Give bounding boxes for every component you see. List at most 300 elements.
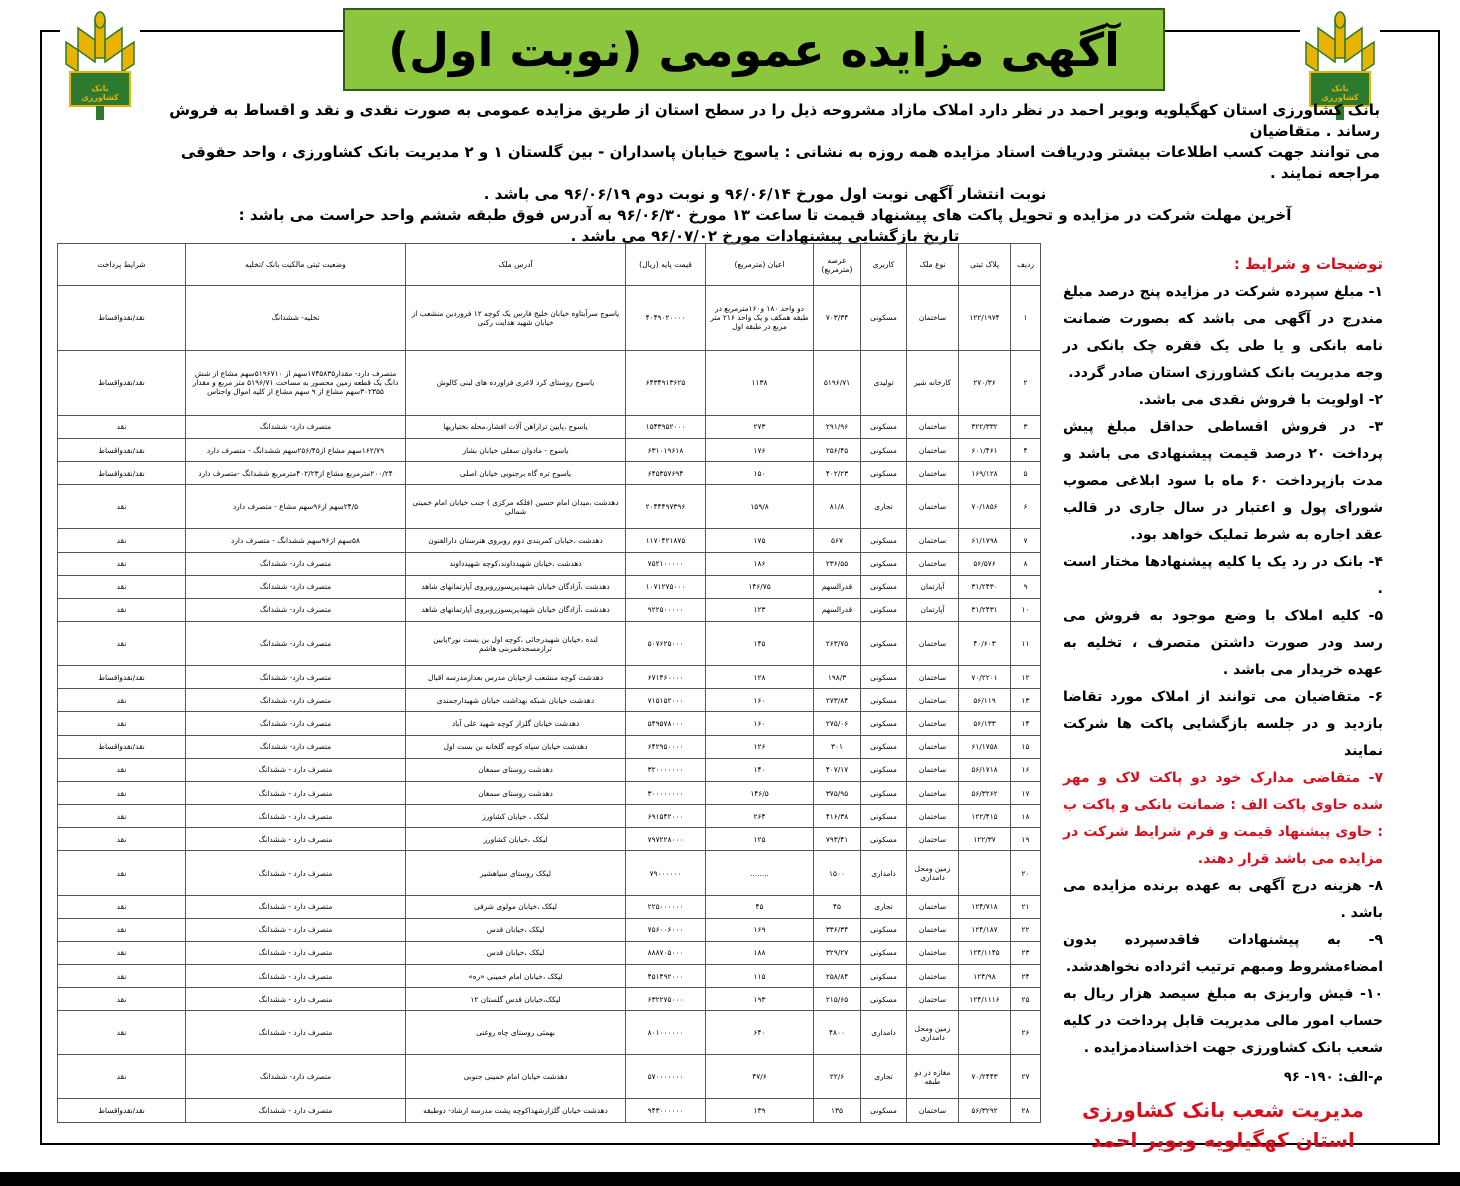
row-number-cell: ۱۳ <box>1011 689 1041 712</box>
land-area-cell: ۱۵۰۰ <box>814 851 861 895</box>
row-number-cell: ۱۴ <box>1011 712 1041 735</box>
properties-table-wrapper <box>57 243 1040 1123</box>
land-area-cell: ۴۵ <box>814 895 861 918</box>
address-cell: دهدشت ،خیابان شهیدداوند،کوچه شهیدداوند <box>406 552 626 575</box>
base-price-cell: ۵۴۹۵۷۸۰۰۰ <box>626 712 706 735</box>
registry-plate-cell: ۳۱/۲۴۳۱ <box>959 598 1011 621</box>
usage-cell: مسکونی <box>861 666 907 689</box>
properties-table <box>57 243 1041 1123</box>
row-number-cell: ۹ <box>1011 575 1041 598</box>
base-price-cell: ۷۹۷۲۲۸۰۰۰ <box>626 828 706 851</box>
address-cell: دهدشت خیابان شبکه بهداشت خیابان شهیدارجمندی <box>406 689 626 712</box>
ownership-status-cell: متصرف دارد - ششدانگ <box>186 918 406 941</box>
payment-terms-cell: نقد/نقدواقساط <box>58 438 186 461</box>
condition-item: ۱- مبلغ سپرده شرکت در مزایده پنج درصد مبلغ مندرج در آگهی می باشد که بصورت ضمانت نامه بانکی و یا طی یک فقره چک بانکی در وجه مدیریت بانک کشاورزی استان صادر گردد. <box>1063 284 1383 381</box>
land-area-cell: ۲۵۶/۴۵ <box>814 438 861 461</box>
registry-plate-cell: ۶۱/۱۷۵۸ <box>959 735 1011 758</box>
address-cell: یاسوج تره گاه برجنوبی خیابان اصلی <box>406 462 626 485</box>
address-cell: لنده ،خیابان شهیدرجائی ،کوچه اول بن بست نور۲پایین ترازمسجدقمربنی هاشم <box>406 622 626 666</box>
ownership-status-cell: متصرف دارد - ششدانگ <box>186 965 406 988</box>
building-area-cell: ۱۵۹/۸ <box>706 485 814 529</box>
address-cell: دهدشت ،خیابان کمربندی دوم روبروی هنرستان دارالفنون <box>406 529 626 552</box>
ownership-status-cell: متصرف دارد - ششدانگ <box>186 895 406 918</box>
table-row <box>58 286 1041 351</box>
property-type-cell: آپارتمان <box>907 598 959 621</box>
property-type-cell: ساختمان <box>907 438 959 461</box>
row-number-cell: ۱۰ <box>1011 598 1041 621</box>
table-row <box>58 529 1041 552</box>
signature-block <box>1063 1095 1383 1155</box>
ownership-status-cell: متصرف دارد - ششدانگ <box>186 941 406 964</box>
table-header-row <box>58 244 1041 286</box>
base-price-cell: ۸۸۸۷۰۵۰۰۰ <box>626 941 706 964</box>
ownership-status-cell: تخلیه- ششدانگ <box>186 286 406 351</box>
payment-terms-cell: نقد/نقدواقساط <box>58 462 186 485</box>
row-number-cell: ۵ <box>1011 462 1041 485</box>
land-area-cell: ۲۱۵/۶۵ <box>814 988 861 1011</box>
intro-line: می توانند جهت کسب اطلاعات بیشتر ودریافت اسناد مزایده همه روزه به نشانی : یاسوج خیابان پاسداران - بین گلستان ۱ و ۲ مدیریت بانک کشاورزی ، واحد حقوقی مراجعه نمایند . <box>180 143 1380 182</box>
building-area-cell: ۴۷/۶ <box>706 1055 814 1099</box>
payment-terms-cell: نقد <box>58 988 186 1011</box>
property-type-cell: ساختمان <box>907 552 959 575</box>
registry-plate-cell: ۱۲۴/۷۱۸ <box>959 895 1011 918</box>
usage-cell: تجاری <box>861 485 907 529</box>
building-area-cell: ۱۸۸ <box>706 941 814 964</box>
land-area-cell: قدرالسهم <box>814 575 861 598</box>
payment-terms-cell: نقد <box>58 415 186 438</box>
building-area-cell: ۱۲۶ <box>706 735 814 758</box>
usage-cell: تجاری <box>861 1055 907 1099</box>
condition-item: ۵- کلیه املاک با وضع موجود به فروش می رسد ودر صورت داشتن متصرف ، تخلیه به عهده خریدار می باشد . <box>1063 608 1383 678</box>
land-area-cell: ۷۰۳/۳۴ <box>814 286 861 351</box>
ownership-status-cell: متصرف دارد- ششدانگ <box>186 689 406 712</box>
registry-plate-cell: ۱۲۴/۱۸۷ <box>959 918 1011 941</box>
registry-plate-cell: ۷۰/۲۲۰۱ <box>959 666 1011 689</box>
table-row <box>58 575 1041 598</box>
row-number-cell: ۱ <box>1011 286 1041 351</box>
usage-cell: مسکونی <box>861 622 907 666</box>
registry-plate-cell: ۵۶/۱۳۳ <box>959 712 1011 735</box>
base-price-cell: ۶۴۵۳۵۷۶۹۴ <box>626 462 706 485</box>
address-cell: لیکک ،خیابان امام خمینی «ره» <box>406 965 626 988</box>
payment-terms-cell: نقد <box>58 918 186 941</box>
land-area-cell: ۴۰۲/۲۳ <box>814 462 861 485</box>
property-type-cell: ساختمان <box>907 1099 959 1123</box>
intro-text <box>150 100 1380 247</box>
registry-plate-cell: ۷۰/۲۴۴۳ <box>959 1055 1011 1099</box>
payment-terms-cell: نقد <box>58 575 186 598</box>
address-cell: دهدشت ،میدان امام حسین (فلکه مرکزی ) جنب خیابان امام خمینی شمالی <box>406 485 626 529</box>
registry-plate-cell: ۷۰/۱۸۵۶ <box>959 485 1011 529</box>
table-body <box>58 286 1041 1123</box>
row-number-cell: ۳ <box>1011 415 1041 438</box>
usage-cell: مسکونی <box>861 758 907 781</box>
registry-plate-cell: ۳۱/۲۴۳۰ <box>959 575 1011 598</box>
address-cell: لیکک،خیابان قدس گلستان ۱۲ <box>406 988 626 1011</box>
usage-cell: مسکونی <box>861 286 907 351</box>
property-type-cell: ساختمان <box>907 781 959 804</box>
logo-text: بانک کشاورزی <box>1321 84 1359 102</box>
registry-plate-cell <box>959 851 1011 895</box>
condition-item: ۷- متقاضی مدارک خود دو پاکت لاک و مهر شده حاوی پاکت الف : ضمانت بانکی و پاکت ب : حاوی پیشنهاد قیمت و فرم شرایط شرکت در مزایده می باشد قرار دهند. <box>1063 770 1383 867</box>
ownership-status-cell: متصرف دارد - ششدانگ <box>186 851 406 895</box>
land-area-cell: ۲۶۳/۷۵ <box>814 622 861 666</box>
building-area-cell: ۱۶۰ <box>706 712 814 735</box>
land-area-cell: ۷۹۳/۴۱ <box>814 828 861 851</box>
usage-cell: مسکونی <box>861 828 907 851</box>
address-cell: لیکک روستای سیاهشیر <box>406 851 626 895</box>
condition-item: ۸- هزینه درج آگهی به عهده برنده مزایده می باشد . <box>1063 878 1383 921</box>
ownership-status-cell: متصرف دارد- ششدانگ <box>186 415 406 438</box>
property-type-cell: زمین ومحل دامداری <box>907 1011 959 1055</box>
property-type-cell: ساختمان <box>907 988 959 1011</box>
row-number-cell: ۲۷ <box>1011 1055 1041 1099</box>
building-area-cell: ۱۴۶/۷۵ <box>706 575 814 598</box>
base-price-cell: ۹۴۳۰۰۰۰۰۰ <box>626 1099 706 1123</box>
column-header: اعیان (مترمربع) <box>706 244 814 286</box>
base-price-cell: ۱۰۷۱۲۷۵۰۰۰ <box>626 575 706 598</box>
usage-cell: دامداری <box>861 851 907 895</box>
table-row <box>58 735 1041 758</box>
table-row <box>58 805 1041 828</box>
base-price-cell: ۶۳۱۰۱۹۶۱۸ <box>626 438 706 461</box>
land-area-cell: ۲۹۱/۹۶ <box>814 415 861 438</box>
row-number-cell: ۱۷ <box>1011 781 1041 804</box>
table-row <box>58 1055 1041 1099</box>
property-type-cell: ساختمان <box>907 689 959 712</box>
address-cell: یاسوج - مادوان سفلی خیابان بشار <box>406 438 626 461</box>
column-header: شرایط پرداخت <box>58 244 186 286</box>
condition-item: ۶- متقاضیان می توانند از املاک مورد تقاضا بازدید و در جلسه بازگشایی پاکت ها شرکت نمایند <box>1063 689 1383 759</box>
base-price-cell: ۴۰۴۹۰۲۰۰۰۰ <box>626 286 706 351</box>
row-number-cell: ۲۵ <box>1011 988 1041 1011</box>
land-area-cell: ۴۰۷/۱۷ <box>814 758 861 781</box>
building-area-cell: ۱۷۵ <box>706 529 814 552</box>
property-type-cell: ساختمان <box>907 918 959 941</box>
registry-plate-cell: ۳۲۲/۳۳۲ <box>959 415 1011 438</box>
row-number-cell: ۱۸ <box>1011 805 1041 828</box>
payment-terms-cell: نقد <box>58 1055 186 1099</box>
ownership-status-cell: متصرف دارد- ششدانگ <box>186 575 406 598</box>
property-type-cell: ساختمان <box>907 828 959 851</box>
bank-logo-left <box>60 10 140 128</box>
base-price-cell: ۶۴۳۴۹۱۳۶۲۵ <box>626 350 706 415</box>
land-area-cell: ۵۱۹۶/۷۱ <box>814 350 861 415</box>
table-row <box>58 851 1041 895</box>
table-row <box>58 895 1041 918</box>
conditions-title: توضیحات و شرایط : <box>1233 255 1383 273</box>
payment-terms-cell: نقد <box>58 529 186 552</box>
table-row <box>58 965 1041 988</box>
condition-item: ۳- در فروش اقساطی حداقل مبلغ پیش پرداخت ۲۰ درصد قیمت پیشنهادی می باشد و مدت بازپرداخت ۶۰ ماه با سود ابلاغی مصوب شورای پول و اعتبار در سال جاری در قالب عقد اجاره به شرط تملیک خواهد بود. <box>1063 419 1384 543</box>
usage-cell: مسکونی <box>861 462 907 485</box>
ownership-status-cell: متصرف دارد - ششدانگ <box>186 1011 406 1055</box>
payment-terms-cell: نقد <box>58 965 186 988</box>
table-row <box>58 781 1041 804</box>
land-area-cell: ۳۷۵/۹۵ <box>814 781 861 804</box>
registry-plate-cell: ۴۰/۶۰۳ <box>959 622 1011 666</box>
registry-plate-cell: ۵۶/۳۲۶۲ <box>959 781 1011 804</box>
ownership-status-cell: ۱۶۲/۷۹سهم مشاع از۲۵۶/۴۵سهم ششدانگ - متصرف دارد <box>186 438 406 461</box>
column-header: نوع ملک <box>907 244 959 286</box>
base-price-cell: ۷۱۵۱۵۲۰۰۰ <box>626 689 706 712</box>
base-price-cell: ۳۲۰۰۰۰۰۰۰ <box>626 758 706 781</box>
condition-item: ۴- بانک در رد یک یا کلیه پیشنهادها مختار است . <box>1063 554 1383 597</box>
address-cell: لیکک ، خیابان کشاورز <box>406 805 626 828</box>
payment-terms-cell: نقد <box>58 552 186 575</box>
table-row <box>58 485 1041 529</box>
bottom-border-bar <box>0 1172 1460 1186</box>
property-type-cell: ساختمان <box>907 805 959 828</box>
column-header: آدرس ملک <box>406 244 626 286</box>
base-price-cell: ۵۷۰۰۰۰۰۰۰ <box>626 1055 706 1099</box>
building-area-cell: دو واحد ۱۸۰ و۱۶۰مترمربع در طبقه همکف و یک واحد ۲۱۶ متر مربع در طبقه اول <box>706 286 814 351</box>
column-header: وضعیت ثبتی مالکیت بانک /تخلیه <box>186 244 406 286</box>
column-header: کاربری <box>861 244 907 286</box>
condition-item: ۲- اولویت با فروش نقدی می باشد. <box>1138 392 1383 408</box>
payment-terms-cell: نقد <box>58 689 186 712</box>
table-row <box>58 1011 1041 1055</box>
payment-terms-cell: نقد <box>58 851 186 895</box>
ownership-status-cell: متصرف دارد- ششدانگ <box>186 735 406 758</box>
building-area-cell: ۴۵ <box>706 895 814 918</box>
land-area-cell: ۴۸۰۰ <box>814 1011 861 1055</box>
payment-terms-cell: نقد/نقدواقساط <box>58 1099 186 1123</box>
property-type-cell: ساختمان <box>907 485 959 529</box>
intro-line: آخرین مهلت شرکت در مزایده و تحویل پاکت های پیشنهاد قیمت تا ساعت ۱۳ مورخ ۹۶/۰۶/۳۰ به آدرس فوق طبقه ششم واحد حراست می باشد : <box>238 206 1292 224</box>
usage-cell: مسکونی <box>861 1099 907 1123</box>
building-area-cell: ۱۴۶/۵ <box>706 781 814 804</box>
usage-cell: مسکونی <box>861 988 907 1011</box>
wheat-logo-icon <box>60 10 140 128</box>
column-header: ردیف <box>1011 244 1041 286</box>
ownership-status-cell: متصرف دارد- ششدانگ <box>186 712 406 735</box>
land-area-cell: ۳۳۶/۳۴ <box>814 918 861 941</box>
ownership-status-cell: متصرف دارد - ششدانگ <box>186 988 406 1011</box>
usage-cell: مسکونی <box>861 438 907 461</box>
land-area-cell: ۳۲۹/۲۷ <box>814 941 861 964</box>
building-area-cell: ۱۶۰ <box>706 689 814 712</box>
base-price-cell: ۱۵۴۳۹۵۲۰۰۰ <box>626 415 706 438</box>
property-type-cell: آپارتمان <box>907 575 959 598</box>
building-area-cell: ۱۹۳ <box>706 988 814 1011</box>
base-price-cell: ۶۹۱۵۴۲۰۰۰ <box>626 805 706 828</box>
property-type-cell: ساختمان <box>907 529 959 552</box>
property-type-cell: ساختمان <box>907 666 959 689</box>
usage-cell: مسکونی <box>861 965 907 988</box>
registry-plate-cell: ۱۲۲/۳۷ <box>959 828 1011 851</box>
row-number-cell: ۱۵ <box>1011 735 1041 758</box>
table-row <box>58 552 1041 575</box>
payment-terms-cell: نقد <box>58 485 186 529</box>
building-area-cell: ۱۶۹ <box>706 918 814 941</box>
registry-plate-cell: ۵۶/۳۲۹۲ <box>959 1099 1011 1123</box>
property-type-cell: ساختمان <box>907 965 959 988</box>
payment-terms-cell: نقد <box>58 828 186 851</box>
base-price-cell: ۴۵۱۴۹۲۰۰۰ <box>626 965 706 988</box>
ownership-status-cell: ۲۰۰/۲۴مترمربع مشاع از۴۰۲/۲۳مترمربع ششدانگ -متصرف دارد <box>186 462 406 485</box>
address-cell: دهدشت روستای سمغان <box>406 758 626 781</box>
table-row <box>58 598 1041 621</box>
table-row <box>58 941 1041 964</box>
base-price-cell: ۶۷۱۴۶۰۰۰۰ <box>626 666 706 689</box>
registry-plate-cell: ۲۷۰/۳۶ <box>959 350 1011 415</box>
property-type-cell: ساختمان <box>907 712 959 735</box>
land-area-cell: قدرالسهم <box>814 598 861 621</box>
building-area-cell: ۱۲۳ <box>706 598 814 621</box>
payment-terms-cell: نقد <box>58 758 186 781</box>
address-cell: یاسوج ،پایین ترازاهن آلات افشار،محله بختیاریها <box>406 415 626 438</box>
registry-plate-cell: ۱۶۹/۱۲۸ <box>959 462 1011 485</box>
land-area-cell: ۱۳۵ <box>814 1099 861 1123</box>
building-area-cell: ۱۴۰ <box>706 758 814 781</box>
table-row <box>58 1099 1041 1123</box>
land-area-cell: ۳۰۱ <box>814 735 861 758</box>
usage-cell: تولیدی <box>861 350 907 415</box>
reference-number: م-الف: ۱۹۰- ۹۶ <box>1283 1070 1383 1085</box>
address-cell: لیکک ،خیابان قدس <box>406 918 626 941</box>
ownership-status-cell: متصرف دارد- ششدانگ <box>186 1055 406 1099</box>
land-area-cell: ۸۱/۸ <box>814 485 861 529</box>
property-type-cell: ساختمان <box>907 735 959 758</box>
table-row <box>58 828 1041 851</box>
row-number-cell: ۲ <box>1011 350 1041 415</box>
usage-cell: مسکونی <box>861 918 907 941</box>
building-area-cell: ۲۶۴ <box>706 805 814 828</box>
table-row <box>58 689 1041 712</box>
table-row <box>58 415 1041 438</box>
address-cell: لیکک ،خیابان قدس <box>406 941 626 964</box>
row-number-cell: ۱۹ <box>1011 828 1041 851</box>
row-number-cell: ۶ <box>1011 485 1041 529</box>
column-header: پلاک ثبتی <box>959 244 1011 286</box>
column-header: قیمت پایه (ریال) <box>626 244 706 286</box>
base-price-cell: ۷۵۶۰۰۶۰۰۰ <box>626 918 706 941</box>
base-price-cell: ۲۰۴۴۴۹۷۳۹۶ <box>626 485 706 529</box>
registry-plate-cell: ۱۲۴/۹۸ <box>959 965 1011 988</box>
table-row <box>58 438 1041 461</box>
building-area-cell: ۱۱۳۸ <box>706 350 814 415</box>
land-area-cell: ۲۲/۶ <box>814 1055 861 1099</box>
payment-terms-cell: نقد <box>58 1011 186 1055</box>
payment-terms-cell: نقد/نقدواقساط <box>58 735 186 758</box>
intro-line: نوبت انتشار آگهی نوبت اول مورخ ۹۶/۰۶/۱۴ و نوبت دوم ۹۶/۰۶/۱۹ می باشد . <box>483 185 1047 203</box>
payment-terms-cell: نقد <box>58 622 186 666</box>
base-price-cell: ۵۰۷۶۲۵۰۰۰ <box>626 622 706 666</box>
signature-line: مدیریت شعب بانک کشاورزی <box>1082 1098 1364 1122</box>
property-type-cell: ساختمان <box>907 415 959 438</box>
ownership-status-cell: ۲۴/۵سهم از۹۶سهم مشاع - متصرف دارد <box>186 485 406 529</box>
building-area-cell: ۱۲۵ <box>706 828 814 851</box>
row-number-cell: ۴ <box>1011 438 1041 461</box>
table-row <box>58 622 1041 666</box>
column-header: عرصه (مترمربع) <box>814 244 861 286</box>
payment-terms-cell: نقد <box>58 941 186 964</box>
registry-plate-cell: ۶۰۱/۴۶۱ <box>959 438 1011 461</box>
land-area-cell: ۵۶۷ <box>814 529 861 552</box>
address-cell: دهدشت کوچه منشعب ازخیابان مدرس بعدازمدرسه اقبال <box>406 666 626 689</box>
usage-cell: مسکونی <box>861 735 907 758</box>
ownership-status-cell: متصرف دارد - ششدانگ <box>186 805 406 828</box>
building-area-cell: ۶۴۰ <box>706 1011 814 1055</box>
row-number-cell: ۱۱ <box>1011 622 1041 666</box>
land-area-cell: ۴۱۶/۳۸ <box>814 805 861 828</box>
usage-cell: مسکونی <box>861 552 907 575</box>
row-number-cell: ۲۱ <box>1011 895 1041 918</box>
table-row <box>58 918 1041 941</box>
address-cell: لیکک ،خیابان کشاورز <box>406 828 626 851</box>
ownership-status-cell: متصرف دارد - ششدانگ <box>186 828 406 851</box>
building-area-cell: ۱۱۵ <box>706 965 814 988</box>
address-cell: دهدشت خیابان سپاه کوچه گلخانه بن بست اول <box>406 735 626 758</box>
address-cell: دهدشت ،آزادگان خیابان شهیدپریسوزروبروی آپارتمانهای شاهد <box>406 598 626 621</box>
ownership-status-cell: متصرف دارد - ششدانگ <box>186 781 406 804</box>
property-type-cell: زمین ومحل دامداری <box>907 851 959 895</box>
address-cell: یاسوج روستای کرد لاغری فراورده های لبنی کالوش <box>406 350 626 415</box>
property-type-cell: ساختمان <box>907 286 959 351</box>
row-number-cell: ۲۴ <box>1011 965 1041 988</box>
payment-terms-cell: نقد/نقدواقساط <box>58 666 186 689</box>
usage-cell: مسکونی <box>861 529 907 552</box>
property-type-cell: کارخانه شیر <box>907 350 959 415</box>
payment-terms-cell: نقد/نقدواقساط <box>58 286 186 351</box>
address-cell: بهمئی روستای چاه روغنی <box>406 1011 626 1055</box>
intro-line: بانک کشاورزی استان کهگیلویه وبویر احمد در نظر دارد املاک مازاد مشروحه ذیل را در سطح استان از طریق مزایده عمومی به صورت نقدی و نقد و اقساط به فروش رساند . متقاضیان <box>169 101 1380 140</box>
registry-plate-cell: ۶۱/۱۷۹۸ <box>959 529 1011 552</box>
payment-terms-cell: نقد <box>58 781 186 804</box>
registry-plate-cell: ۱۲۲/۱۹۷۴ <box>959 286 1011 351</box>
property-type-cell: ساختمان <box>907 758 959 781</box>
base-price-cell: ۸۰۱۰۰۰۰۰۰ <box>626 1011 706 1055</box>
base-price-cell: ۷۹۰۰۰۰۰۰ <box>626 851 706 895</box>
usage-cell: تجاری <box>861 895 907 918</box>
usage-cell: مسکونی <box>861 575 907 598</box>
row-number-cell: ۲۸ <box>1011 1099 1041 1123</box>
usage-cell: مسکونی <box>861 598 907 621</box>
payment-terms-cell: نقد <box>58 598 186 621</box>
land-area-cell: ۲۳۶/۵۵ <box>814 552 861 575</box>
row-number-cell: ۲۶ <box>1011 1011 1041 1055</box>
property-type-cell: مغازه در دو طبقه <box>907 1055 959 1099</box>
intro-line: تاریخ بازگشایی پیشنهادات مورخ ۹۶/۰۷/۰۲ می باشد . <box>570 227 960 245</box>
payment-terms-cell: نقد <box>58 712 186 735</box>
ownership-status-cell: متصرف دارد- ششدانگ <box>186 552 406 575</box>
address-cell: دهدشت خیابان گلزارشهداکوچه پشت مدرسه ارشاد- دوطبقه <box>406 1099 626 1123</box>
table-row <box>58 712 1041 735</box>
registry-plate-cell: ۵۶/۵۷۶ <box>959 552 1011 575</box>
row-number-cell: ۷ <box>1011 529 1041 552</box>
condition-item: ۱۰- فیش واریزی به مبلغ سیصد هزار ریال به حساب امور مالی مدیریت قابل پرداخت در کلیه شعب بانک کشاورزی جهت اخذاسنادمزایده . <box>1063 986 1383 1056</box>
payment-terms-cell: نقد/نقدواقساط <box>58 350 186 415</box>
table-row <box>58 350 1041 415</box>
usage-cell: مسکونی <box>861 941 907 964</box>
row-number-cell: ۱۶ <box>1011 758 1041 781</box>
row-number-cell: ۸ <box>1011 552 1041 575</box>
property-type-cell: ساختمان <box>907 462 959 485</box>
usage-cell: دامداری <box>861 1011 907 1055</box>
building-area-cell: ۱۷۶ <box>706 438 814 461</box>
building-area-cell: ۱۲۸ <box>706 666 814 689</box>
row-number-cell: ۲۳ <box>1011 941 1041 964</box>
property-type-cell: ساختمان <box>907 895 959 918</box>
base-price-cell: ۱۱۷۰۴۲۱۸۷۵ <box>626 529 706 552</box>
registry-plate-cell: ۵۶/۱۷۱۸ <box>959 758 1011 781</box>
row-number-cell: ۲۲ <box>1011 918 1041 941</box>
page-title: آگهی مزایده عمومی (نوبت اول) <box>388 22 1120 77</box>
conditions-panel <box>1063 255 1383 1155</box>
usage-cell: مسکونی <box>861 689 907 712</box>
usage-cell: مسکونی <box>861 415 907 438</box>
